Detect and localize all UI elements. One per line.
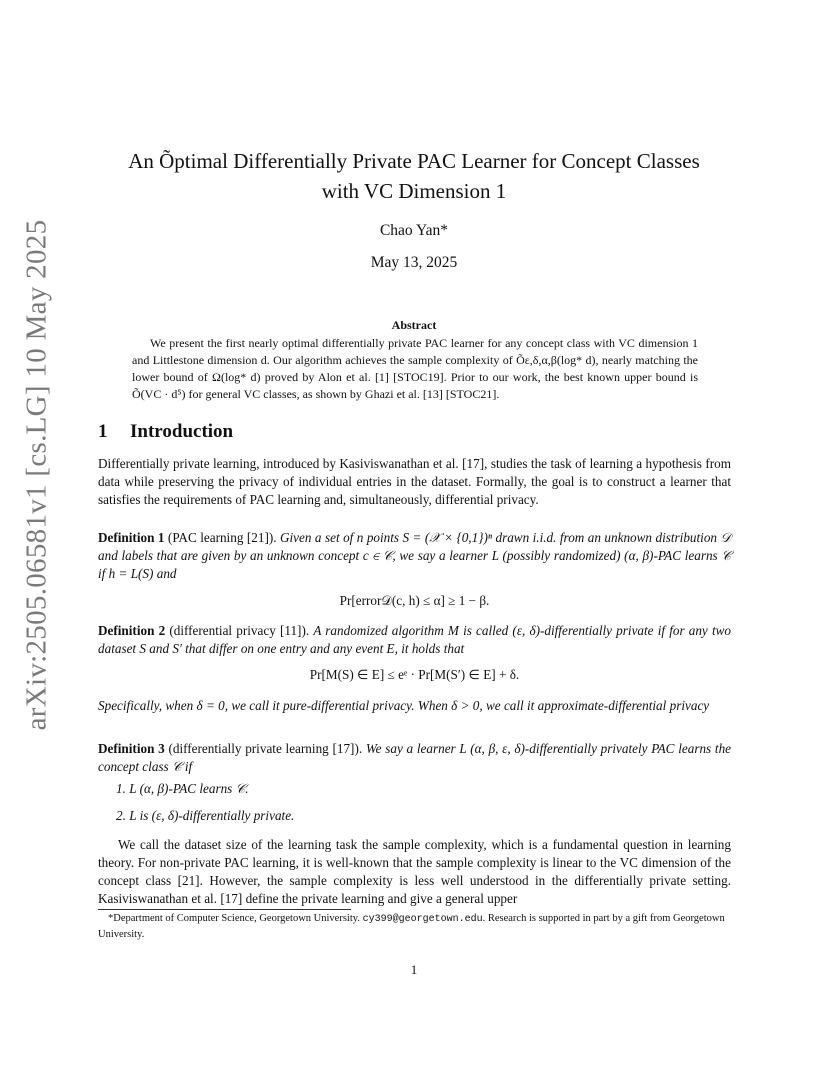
definition-2-label: Definition 2	[98, 623, 166, 638]
paper-title	[90, 146, 738, 206]
paper-date: May 13, 2025	[370, 254, 458, 271]
section-heading	[98, 421, 233, 443]
definition-3-label: Definition 3	[98, 741, 165, 756]
definition-2-equation: Pr[M(S) ∈ E] ≤ eᵉ · Pr[M(S′) ∈ E] + δ.	[309, 667, 520, 682]
definition-2-note: (differential privacy [11]).	[169, 623, 310, 638]
definition-1-label: Definition 1	[98, 530, 165, 545]
footnote-rule	[98, 909, 351, 910]
privacy-remark: Specifically, when δ = 0, we call it pure-differential privacy. When δ > 0, we call it approximate-differential privacy	[98, 698, 710, 713]
abstract-heading: Abstract	[391, 318, 437, 332]
definition-1-equation: Pr[error𝒟(c, h) ≤ α] ≥ 1 − β.	[339, 593, 490, 608]
footnote	[98, 911, 731, 942]
definition-2-body: A randomized algorithm M is called (ε, δ)-differentially private if for any two dataset S and S′ that differ on one entry and any event E, it holds that	[98, 623, 732, 656]
paper-title-line-1: An Õptimal Differentially Private PAC Learner for Concept Classes	[128, 149, 700, 173]
definition-3-item-1: 1. L (α, β)-PAC learns 𝒞.	[116, 781, 249, 796]
definition-1	[98, 529, 731, 583]
section-number: 1	[98, 421, 108, 442]
definition-3-note: (differentially private learning [17]).	[168, 741, 363, 756]
author-name: Chao Yan*	[379, 222, 449, 239]
definition-3	[98, 740, 731, 776]
footnote-affiliation: *Department of Computer Science, Georgetown University.	[108, 913, 360, 924]
arxiv-identifier-stamp: arXiv:2505.06581v1 [cs.LG] 10 May 2025	[20, 219, 53, 731]
sample-complexity-paragraph: We call the dataset size of the learning task the sample complexity, which is a fundamental question in learning theory. For non-private PAC learning, it is well-known that the sample complexity is linear to the VC dimension of the concept class [21]. However, the sample complexity is less well understood in the differentially private setting. Kasiviswanathan et al. [17] define the private learning and give a general upper	[98, 837, 731, 906]
footnote-funding: . Research is supported in part by a gift from Georgetown University.	[98, 913, 725, 940]
abstract-text: We present the first nearly optimal differentially private PAC learner for any concept class with VC dimension 1 and Littlestone dimension d. Our algorithm achieves the sample complexity of Õε,δ,α,β(log* d), nearly matching the lower bound of Ω(log* d) proved by Alon et al. [1] [STOC19]. Prior to our work, the best known upper bound is Õ(VC · d⁵) for general VC classes, as shown by Ghazi et al. [13] [STOC21].	[132, 336, 698, 401]
section-title: Introduction	[130, 421, 234, 442]
definition-1-note: (PAC learning [21]).	[167, 530, 277, 545]
definition-1-body: Given a set of n points S = (𝒳 × {0,1})ⁿ drawn i.i.d. from an unknown distribution 𝒟 and labels that are given by an unknown concept c ∈ 𝒞, we say a learner L (possibly randomized) (α, β)-PAC learns 𝒞 if h = L(S) and	[98, 530, 732, 581]
intro-paragraph: Differentially private learning, introduced by Kasiviswanathan et al. [17], studies the task of learning a hypothesis from data while preserving the privacy of individual entries in the dataset. Formally, the goal is to construct a learner that satisfies the requirements of PAC learning and, simultaneously, differential privacy.	[98, 456, 731, 507]
page-number: 1	[410, 962, 418, 977]
paper-title-line-2: with VC Dimension 1	[321, 179, 507, 203]
footnote-email: cy399@georgetown.edu	[362, 914, 483, 925]
definition-3-body: We say a learner L (α, β, ε, δ)-differentially privately PAC learns the concept class 𝒞 if	[98, 741, 732, 774]
definition-3-item-2: 2. L is (ε, δ)-differentially private.	[116, 808, 295, 823]
definition-2	[98, 622, 731, 658]
